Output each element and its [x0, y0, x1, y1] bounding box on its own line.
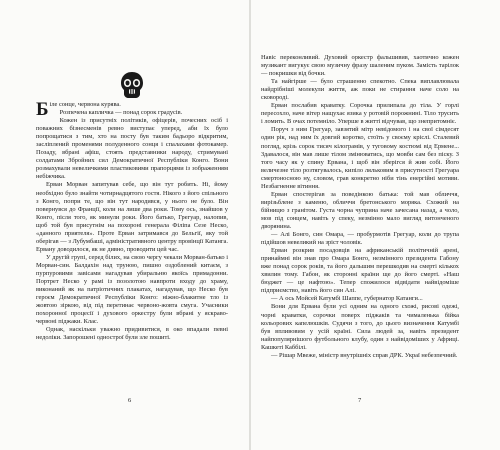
- left-page: [0, 0, 249, 450]
- right-page-text: [261, 54, 459, 360]
- paragraph: Ерван послабив краватку. Сорочка прилипала до тіла. У горлі пересохло, наче вітер нащухає язика у ротовій порожнині. Тіло трусить і ломить. В очах потемніло. Уперше в житті відчував, що знепритомніє.: [261, 102, 459, 126]
- paragraph: Однак, наскільки уважно придивитися, в око впадали певні недоліки. Запорошені однострої були зле пошиті.: [36, 326, 228, 342]
- dialogue-line: — Рішар Мвеже, міністр внутрішніх справ ДРК. Украї небезпечний.: [271, 351, 458, 359]
- left-page-text: [36, 101, 228, 342]
- page-number: 6: [128, 397, 132, 404]
- dialogue-line: — А ось Мойсей Катумбі Шаппе, губернатор Катанги...: [271, 295, 423, 303]
- dialogue-line: — Алі Бонго, син Омара, — пробурмотів Грегуар, коли до трупа підійшов невеликий на зріст чоловік.: [261, 231, 459, 247]
- paragraph: У другій групі, серед білих, на свою чергу чекали Морван-батько і Морван-син. Балдахін над труною, пишно оздоблений китаєм, з пурпуровими завісами нагадував убиральню якоїсь примадонни. Портрет Неско у рамі із позолотою навпроти входу до храму, виконаний як на патріотичних плакатах, нагадував, що Неско був героєм Демократичної Республіки Конго: ніжно-блакитне тло із жовтою зіркою, від під перетинає червоно-жовта смуга. Учасники похоронної процесії і духового оркестру були вбрані у яскраво-червоні піджаки. Клас.: [36, 253, 228, 326]
- paragraph: Вони для Ервана були усі одним на одного схожі, рисові одежі, чорні краватки, сорочки поверх піджаків та чималенька бійка кольорових капелюшків. Судячи з того, до цього визначення Катумбі був впливовим у усій країні. Сила людей за, навіть президент найпопулярнішого футбольного клубу, один з найвідоміших у Африці. Кашкеті Каббілі.: [261, 303, 459, 351]
- paragraph: Поруч з ним Грегуар, завзятий мітр невідомого і на свої сімдесят один рік, над ним їх довгий коротко, стоїть у своєму кріслі. Сталевий погляд, крізь сорок тисяч кілограмів, у туговому костюмі від Ермене... Здавалося, він мав лише тілом змінюватись, що мовби сам без піску. З того часу як у спину Ервана, і щоб він зберігся й жив собі. Його величезне тіло розтягувалось, кипіло ляльковим в присутності Грегуара смертоносною ну, словом, грав конкретно ніби тінь енергійні мотиви. Незбагненне вітиння.: [261, 126, 459, 190]
- paragraph: Розпечена капличка — понад сорок градусів.: [59, 109, 183, 117]
- right-page: [251, 0, 500, 450]
- paragraph: Ерван Морван запитував себе, що він тут робить. Ні, йому необхідно було знайти чотирнадцятого гостя. Нікого з його спільного з Конго, попри те, що він тут народився, у нього не було. Він повернувся до Франції, коли на лише два роки. Тому ось, знайшов у Конго, після того, як минули роки. Його батько, Грегуар, налопив, щоб той був присутнім на похороні генерала Філіпа Сезе Неско, «данного приятеля». Проте Ерван затримався до Бельгії, яку той оберігав — з Лубумбаші, адміністративного центру провінції Катанга. Ервану доводилося, як не дивно, проводити цей час.: [36, 181, 228, 253]
- drop-cap: Б: [36, 99, 49, 120]
- page-number: 7: [358, 397, 362, 404]
- paragraph-text: іле сонце, червона курява.: [49, 101, 121, 108]
- paragraph: Та найгірше — було страшенно спекотно. Спека виплавлювала найдрібніші молекули життя, аж поки не стирання наче соло на сковороді.: [261, 78, 459, 102]
- paragraph: Навіс переконливий. Духовий оркестр фальшивив, хаотично кожен музикант вигукує свою музичну фразу шаленим пуком. Замість тарілок — покришки від бочки.: [261, 54, 459, 78]
- paragraph: Кожен із присутніх політиків, офіцерів, почесних осіб і поважних бізнесменів ревно виступає уперед, аби їх було попрощатися з тим, хто на посту був таким бадьоро відкритим, засліплений променями полуденного сонця і спалахами фотокамер. Позаду, вбрані афіш, стоять представники народу, стримувані солдатами Збройних сил Демократичної Республіки Конго. Вони розмахували невеличкими пластиковими прапорцями із зображенням небіжчика.: [36, 117, 228, 181]
- gas-mask-skull-icon: [117, 70, 147, 100]
- paragraph: Ерван спостерігав за поведінкою батька: той мав обличчя, вирізьблене з каменю, обличчя бретонського моряка. Схожий на бійницю з гранітом. Густа чорна чуприна наче зачесана назад, а чоло, мов під сонцем, навіть у спеку, незмінно мало вигляд витонченого дворянина.: [261, 190, 459, 230]
- paragraph: Ерван розкрив посадовців на африканській політичній арені, принаймні він знав про Омара Бонго, незмінного президента Габону вже понад сорок років, та його дальшим перешкодив на смерті кількох хвилин тому. Габон, як сторонні країни ще до його смерті. «Наш бюджет — це нафтою». Тепер спожилося відвідати найвідоміше підприємство, навіть його син Алі.: [261, 247, 459, 295]
